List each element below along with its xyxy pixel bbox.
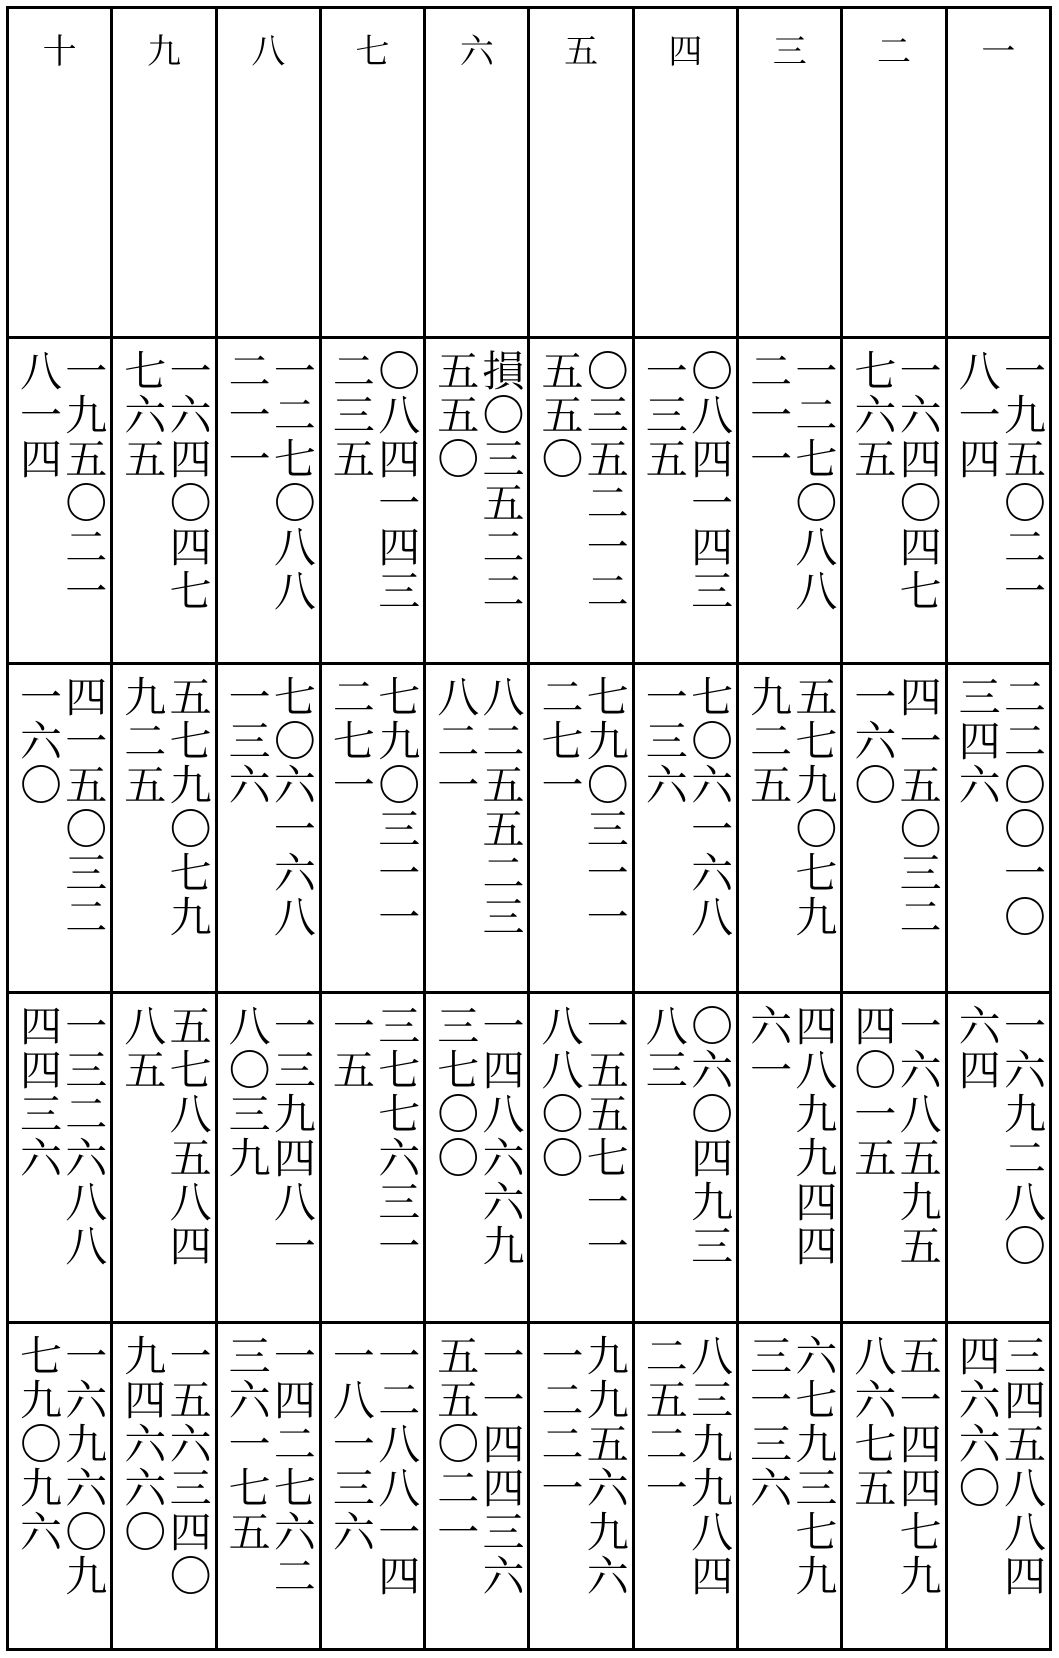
primary-number: 一三二六八八 — [59, 1004, 109, 1269]
cell-content — [9, 994, 110, 1320]
table-cell — [842, 1322, 946, 1649]
secondary-number: 一三五 — [639, 349, 689, 482]
cell-content — [530, 1324, 631, 1648]
column-number: 九 — [146, 32, 181, 72]
cell-content — [530, 339, 631, 661]
secondary-number: 五五〇二一 — [431, 1333, 481, 1554]
cell-content — [739, 665, 840, 991]
table-cell — [529, 993, 633, 1322]
primary-number: 一四二七六二 — [267, 1333, 317, 1598]
table-cell — [112, 1322, 216, 1649]
column-number: 五 — [564, 32, 599, 72]
cell-content — [948, 665, 1049, 991]
primary-number: 八三九九八四 — [685, 1333, 735, 1598]
secondary-number: 七六五 — [848, 349, 898, 482]
cell-content — [635, 665, 736, 991]
cell-content — [426, 339, 527, 661]
cell-content — [739, 339, 840, 661]
table-cell — [425, 663, 529, 992]
table-cell — [738, 1322, 842, 1649]
primary-number: 八二五五二三 — [476, 674, 526, 939]
cell-content — [218, 1324, 319, 1648]
secondary-number: 八一四 — [952, 349, 1002, 482]
table-cell — [320, 663, 424, 992]
secondary-number: 七六五 — [118, 349, 168, 482]
cell-content — [843, 994, 944, 1320]
primary-number: 一六九二八〇 — [998, 1004, 1047, 1269]
secondary-number: 四〇一五 — [848, 1004, 898, 1181]
cell-content — [113, 665, 214, 991]
header-row — [8, 8, 1051, 338]
secondary-number: 三六一七五 — [222, 1333, 272, 1554]
column-header — [216, 8, 320, 338]
column-number: 六 — [459, 32, 494, 72]
cell-content — [739, 994, 840, 1320]
cell-content — [218, 994, 319, 1320]
table-cell — [633, 1322, 737, 1649]
column-header — [529, 8, 633, 338]
primary-number: 一五五七一一 — [580, 1004, 630, 1269]
table-cell — [216, 1322, 320, 1649]
cell-content — [218, 339, 319, 661]
primary-number: 損〇三五二二 — [476, 349, 526, 614]
secondary-number: 三一三六 — [744, 1333, 794, 1510]
table-cell — [320, 993, 424, 1322]
table-cell — [842, 338, 946, 663]
secondary-number: 二七一 — [535, 674, 585, 807]
table-cell — [633, 338, 737, 663]
cell-content — [739, 1324, 840, 1648]
table-cell — [946, 993, 1050, 1322]
table-row — [8, 993, 1051, 1322]
cell-content — [113, 339, 214, 661]
secondary-number: 一三六 — [639, 674, 689, 807]
cell-content — [843, 339, 944, 661]
secondary-number: 二一一 — [744, 349, 794, 482]
cell-content — [9, 339, 110, 661]
primary-number: 一二七〇八八 — [789, 349, 839, 614]
table-cell — [529, 663, 633, 992]
cell-content — [948, 994, 1049, 1320]
secondary-number: 八〇三九 — [222, 1004, 272, 1181]
secondary-number: 六四 — [952, 1004, 1002, 1093]
primary-number: 四一五〇三二 — [59, 674, 109, 939]
cell-content — [530, 665, 631, 991]
table-cell — [112, 663, 216, 992]
primary-number: 七九〇三一一 — [580, 674, 630, 939]
cell-content — [948, 339, 1049, 661]
cell-content — [113, 1324, 214, 1648]
primary-number: 七九〇三一一 — [372, 674, 422, 939]
secondary-number: 五五〇 — [431, 349, 481, 482]
cell-content — [9, 665, 110, 991]
secondary-number: 二一一 — [222, 349, 272, 482]
column-number: 七 — [355, 32, 390, 72]
table-cell — [216, 993, 320, 1322]
secondary-number: 一六〇 — [14, 674, 63, 807]
table-cell — [8, 1322, 112, 1649]
cell-content — [322, 339, 423, 661]
table-cell — [633, 993, 737, 1322]
column-header — [946, 8, 1050, 338]
primary-number: 三七七六三一 — [372, 1004, 422, 1269]
primary-number: 四八九九四四 — [789, 1004, 839, 1269]
column-number: 四 — [668, 32, 703, 72]
cell-content — [426, 1324, 527, 1648]
primary-number: 一四八六六九 — [476, 1004, 526, 1269]
table-cell — [738, 663, 842, 992]
table-cell — [946, 1322, 1050, 1649]
table-cell — [216, 663, 320, 992]
table-cell — [529, 338, 633, 663]
secondary-number: 九二五 — [744, 674, 794, 807]
secondary-number: 八六七五 — [848, 1333, 898, 1510]
table-cell — [8, 993, 112, 1322]
table-cell — [946, 338, 1050, 663]
cell-content — [9, 1324, 110, 1648]
column-number: 十 — [42, 32, 77, 72]
secondary-number: 三七〇〇 — [431, 1004, 481, 1181]
primary-number: 五一四四七九 — [893, 1333, 943, 1598]
cell-content — [843, 1324, 944, 1648]
primary-number: 七〇六一六八 — [685, 674, 735, 939]
table-cell — [842, 993, 946, 1322]
primary-number: 一六四〇四七 — [163, 349, 213, 614]
secondary-number: 一二二一 — [535, 1333, 585, 1510]
table-cell — [320, 1322, 424, 1649]
primary-number: 一三九四八一 — [267, 1004, 317, 1269]
table-row — [8, 663, 1051, 992]
secondary-number: 四六六〇 — [952, 1333, 1002, 1510]
primary-number: 七〇六一六八 — [267, 674, 317, 939]
column-header — [738, 8, 842, 338]
cell-content — [113, 994, 214, 1320]
primary-number: 〇八四一四三 — [685, 349, 735, 614]
secondary-number: 二五二一 — [639, 1333, 689, 1510]
column-header — [842, 8, 946, 338]
cell-content — [635, 339, 736, 661]
secondary-number: 一五 — [326, 1004, 376, 1093]
column-number: 三 — [772, 32, 807, 72]
cell-content — [635, 1324, 736, 1648]
column-header — [320, 8, 424, 338]
table-cell — [216, 338, 320, 663]
table-cell — [738, 993, 842, 1322]
secondary-number: 八八〇〇 — [535, 1004, 585, 1181]
table-cell — [738, 338, 842, 663]
table-cell — [842, 663, 946, 992]
primary-number: 一六九六〇九 — [59, 1333, 109, 1598]
primary-number: 六七九三七九 — [789, 1333, 839, 1598]
secondary-number: 八三 — [639, 1004, 689, 1093]
primary-number: 一一四四三六 — [476, 1333, 526, 1598]
secondary-number: 七九〇九六 — [14, 1333, 63, 1554]
secondary-number: 五五〇 — [535, 349, 585, 482]
table-row — [8, 1322, 1051, 1649]
table-cell — [946, 663, 1050, 992]
secondary-number: 九四六六〇 — [118, 1333, 168, 1554]
table-cell — [529, 1322, 633, 1649]
cell-content — [218, 665, 319, 991]
table-cell — [112, 338, 216, 663]
primary-number: 一二八八一四 — [372, 1333, 422, 1598]
primary-number: 二二〇〇一〇 — [998, 674, 1047, 939]
secondary-number: 三四六 — [952, 674, 1002, 807]
table-cell — [8, 663, 112, 992]
column-number: 一 — [981, 32, 1016, 72]
primary-number: 一五六三四〇 — [163, 1333, 213, 1598]
cell-content — [635, 994, 736, 1320]
primary-number: 四一五〇三二 — [893, 674, 943, 939]
cell-content — [948, 1324, 1049, 1648]
column-number: 八 — [251, 32, 286, 72]
table-row — [8, 338, 1051, 663]
column-header — [112, 8, 216, 338]
secondary-number: 二三五 — [326, 349, 376, 482]
cell-content — [530, 994, 631, 1320]
column-header — [8, 8, 112, 338]
table-cell — [425, 993, 529, 1322]
primary-number: 五七八五八四 — [163, 1004, 213, 1269]
primary-number: 九九五六九六 — [580, 1333, 630, 1598]
cell-content — [426, 665, 527, 991]
table-cell — [425, 338, 529, 663]
data-table — [6, 6, 1052, 1651]
primary-number: 一九五〇二一 — [998, 349, 1047, 614]
table-cell — [425, 1322, 529, 1649]
primary-number: 一六八五九五 — [893, 1004, 943, 1269]
table-cell — [320, 338, 424, 663]
column-number: 二 — [877, 32, 912, 72]
cell-content — [322, 994, 423, 1320]
secondary-number: 一三六 — [222, 674, 272, 807]
table-cell — [633, 663, 737, 992]
primary-number: 三四五八八四 — [998, 1333, 1047, 1598]
cell-content — [843, 665, 944, 991]
primary-number: 五七九〇七九 — [789, 674, 839, 939]
cell-content — [322, 665, 423, 991]
secondary-number: 一八一三六 — [326, 1333, 376, 1554]
secondary-number: 四四三六 — [14, 1004, 63, 1181]
primary-number: 〇六〇四九三 — [685, 1004, 735, 1269]
secondary-number: 一六〇 — [848, 674, 898, 807]
primary-number: 〇八四一四三 — [372, 349, 422, 614]
table-cell — [8, 338, 112, 663]
column-header — [633, 8, 737, 338]
column-header — [425, 8, 529, 338]
primary-number: 〇三五二一二 — [580, 349, 630, 614]
secondary-number: 二七一 — [326, 674, 376, 807]
table-cell — [112, 993, 216, 1322]
secondary-number: 八二一 — [431, 674, 481, 807]
primary-number: 一六四〇四七 — [893, 349, 943, 614]
primary-number: 五七九〇七九 — [163, 674, 213, 939]
primary-number: 一二七〇八八 — [267, 349, 317, 614]
secondary-number: 八一四 — [14, 349, 63, 482]
cell-content — [426, 994, 527, 1320]
secondary-number: 八五 — [118, 1004, 168, 1093]
primary-number: 一九五〇二一 — [59, 349, 109, 614]
secondary-number: 九二五 — [118, 674, 168, 807]
secondary-number: 六一 — [744, 1004, 794, 1093]
cell-content — [322, 1324, 423, 1648]
